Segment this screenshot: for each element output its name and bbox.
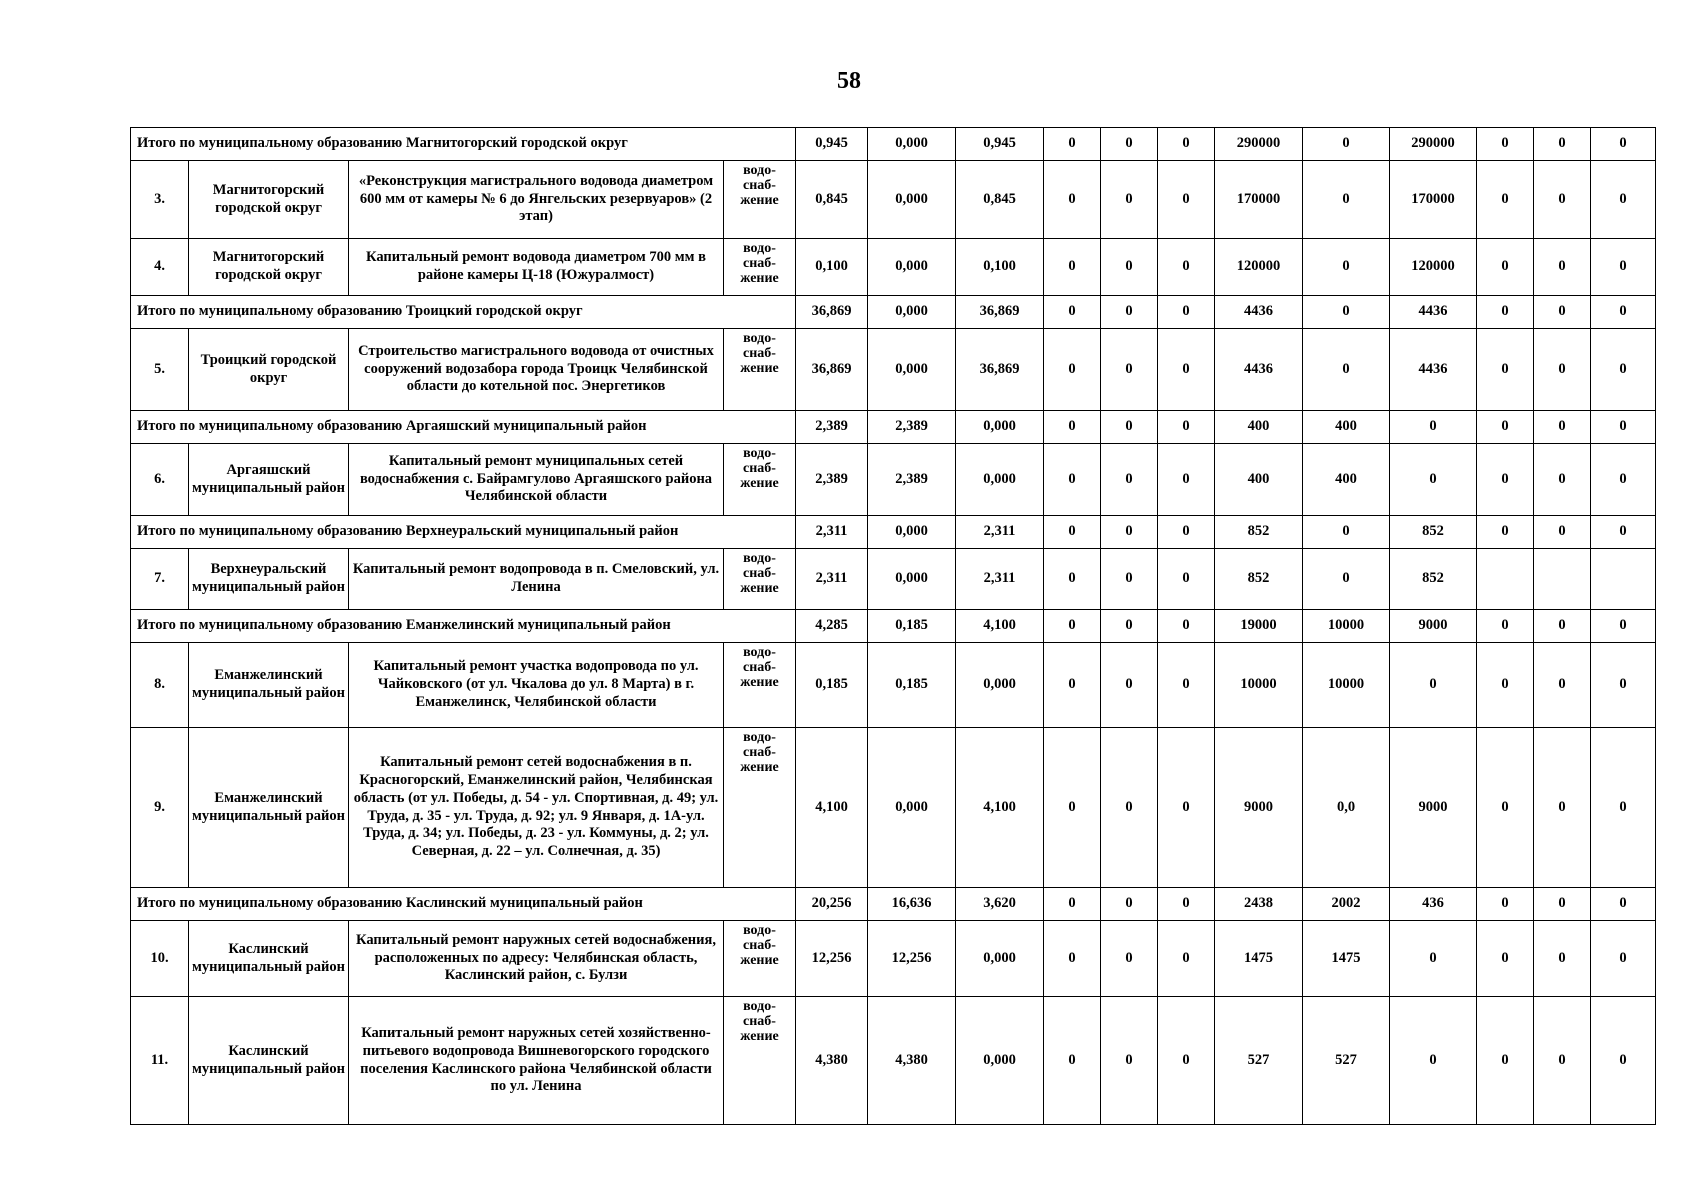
row-number: 3.: [131, 161, 189, 239]
value-cell: 4,380: [868, 997, 956, 1125]
description-cell: Капитальный ремонт муниципальных сетей водоснабжения с. Байрамгулово Аргаяшского района Челябинской области: [349, 444, 724, 516]
total-label: Итого по муниципальному образованию Троицкий городской округ: [131, 296, 796, 329]
total-value: 4436: [1215, 296, 1303, 329]
total-value: 0: [1534, 610, 1591, 643]
value-cell: 0: [1158, 728, 1215, 888]
total-value: 0: [1044, 128, 1101, 161]
value-cell: 1475: [1215, 921, 1303, 997]
total-value: 4,100: [956, 610, 1044, 643]
value-cell: 0: [1044, 643, 1101, 728]
total-value: 290000: [1215, 128, 1303, 161]
total-value: 0: [1158, 610, 1215, 643]
row-number: 10.: [131, 921, 189, 997]
value-cell: 0: [1591, 643, 1656, 728]
value-cell: 0,845: [796, 161, 868, 239]
investment-table: [130, 127, 1656, 1125]
total-value: 0: [1158, 128, 1215, 161]
value-cell: 0: [1101, 921, 1158, 997]
total-value: 852: [1390, 516, 1477, 549]
value-cell: 170000: [1390, 161, 1477, 239]
total-value: 0: [1158, 888, 1215, 921]
table-row: [131, 728, 1656, 888]
row-number: 7.: [131, 549, 189, 610]
value-cell: 0: [1591, 444, 1656, 516]
row-number: 4.: [131, 239, 189, 296]
total-row: [131, 610, 1656, 643]
total-value: 0: [1591, 128, 1656, 161]
total-value: 2,389: [796, 411, 868, 444]
value-cell: 0: [1044, 161, 1101, 239]
value-cell: 4,380: [796, 997, 868, 1125]
total-value: 36,869: [796, 296, 868, 329]
value-cell: 0: [1390, 643, 1477, 728]
value-cell: 1475: [1303, 921, 1390, 997]
value-cell: 12,256: [796, 921, 868, 997]
total-value: 0: [1303, 128, 1390, 161]
value-cell: 0: [1303, 239, 1390, 296]
value-cell: 4,100: [796, 728, 868, 888]
total-value: 0: [1477, 516, 1534, 549]
supply-type-cell: водо-снаб-жение: [724, 329, 796, 411]
total-value: 0,945: [796, 128, 868, 161]
total-label: Итого по муниципальному образованию Каслинский муниципальный район: [131, 888, 796, 921]
total-value: 2438: [1215, 888, 1303, 921]
value-cell: 0: [1534, 728, 1591, 888]
total-value: 0: [1044, 516, 1101, 549]
total-value: 0: [1591, 296, 1656, 329]
total-row: [131, 296, 1656, 329]
table-row: [131, 239, 1656, 296]
value-cell: 0: [1101, 329, 1158, 411]
total-value: 0: [1534, 516, 1591, 549]
value-cell: 0: [1158, 997, 1215, 1125]
value-cell: 0,000: [868, 329, 956, 411]
total-value: 0: [1101, 888, 1158, 921]
value-cell: 527: [1215, 997, 1303, 1125]
value-cell: 4436: [1390, 329, 1477, 411]
total-label: Итого по муниципальному образованию Аргаяшский муниципальный район: [131, 411, 796, 444]
supply-type-cell: водо-снаб-жение: [724, 728, 796, 888]
municipality-cell: Магнитогорский городской округ: [189, 239, 349, 296]
value-cell: 0: [1591, 728, 1656, 888]
description-cell: Строительство магистрального водовода от очистных сооружений водозабора города Троицк Челябинской области до котельной пос. Энергетиков: [349, 329, 724, 411]
value-cell: 0: [1158, 329, 1215, 411]
total-label: Итого по муниципальному образованию Верхнеуральский муниципальный район: [131, 516, 796, 549]
total-value: 0: [1044, 296, 1101, 329]
total-value: 852: [1215, 516, 1303, 549]
value-cell: 0: [1477, 728, 1534, 888]
value-cell: 12,256: [868, 921, 956, 997]
total-value: 0: [1534, 411, 1591, 444]
value-cell: 0,100: [956, 239, 1044, 296]
total-value: 0: [1303, 296, 1390, 329]
value-cell: 400: [1215, 444, 1303, 516]
value-cell: 0,185: [868, 643, 956, 728]
value-cell: 120000: [1215, 239, 1303, 296]
municipality-cell: Верхнеуральский муниципальный район: [189, 549, 349, 610]
value-cell: 36,869: [956, 329, 1044, 411]
supply-type-cell: водо-снаб-жение: [724, 239, 796, 296]
value-cell: 0: [1158, 921, 1215, 997]
total-value: 2002: [1303, 888, 1390, 921]
value-cell: 0: [1101, 997, 1158, 1125]
total-value: 290000: [1390, 128, 1477, 161]
total-value: 0: [1044, 888, 1101, 921]
total-row: [131, 888, 1656, 921]
value-cell: 0: [1101, 728, 1158, 888]
value-cell: 0: [1534, 329, 1591, 411]
value-cell: 2,389: [868, 444, 956, 516]
value-cell: 0,000: [868, 239, 956, 296]
value-cell: 0: [1534, 997, 1591, 1125]
total-value: 400: [1303, 411, 1390, 444]
supply-type-cell: водо-снаб-жение: [724, 921, 796, 997]
value-cell: 0,000: [956, 921, 1044, 997]
value-cell: 0: [1044, 444, 1101, 516]
total-value: 0: [1591, 888, 1656, 921]
value-cell: 36,869: [796, 329, 868, 411]
total-value: 20,256: [796, 888, 868, 921]
municipality-cell: Каслинский муниципальный район: [189, 997, 349, 1125]
value-cell: 0: [1477, 239, 1534, 296]
value-cell: 527: [1303, 997, 1390, 1125]
value-cell: 0: [1390, 997, 1477, 1125]
row-number: 8.: [131, 643, 189, 728]
total-value: 9000: [1390, 610, 1477, 643]
value-cell: 0,0: [1303, 728, 1390, 888]
supply-type-cell: водо-снаб-жение: [724, 997, 796, 1125]
value-cell: 0: [1044, 549, 1101, 610]
value-cell: 9000: [1390, 728, 1477, 888]
total-row: [131, 128, 1656, 161]
description-cell: Капитальный ремонт сетей водоснабжения в п. Красногорский, Еманжелинский район, Челябинская область (от ул. Победы, д. 54 - ул. Спортивная, д. 49; ул. Труда, д. 35 - ул. Труда, д. 92; ул. 9 Января, д. 1А-ул. Труда, д. 34; ул. Победы, д. 23 - ул. Коммуны, д. 2; ул. Северная, д. 22 – ул. Солнечная, д. 35): [349, 728, 724, 888]
total-value: 0: [1477, 128, 1534, 161]
value-cell: 0: [1303, 549, 1390, 610]
value-cell: 4436: [1215, 329, 1303, 411]
total-value: 0: [1101, 296, 1158, 329]
total-value: 0: [1158, 296, 1215, 329]
value-cell: 0: [1101, 161, 1158, 239]
total-value: 436: [1390, 888, 1477, 921]
value-cell: [1477, 549, 1534, 610]
total-value: 0: [1158, 516, 1215, 549]
value-cell: 0: [1101, 643, 1158, 728]
value-cell: 0: [1591, 329, 1656, 411]
municipality-cell: Аргаяшский муниципальный район: [189, 444, 349, 516]
value-cell: 0: [1158, 239, 1215, 296]
total-label: Итого по муниципальному образованию Еманжелинский муниципальный район: [131, 610, 796, 643]
total-value: 2,389: [868, 411, 956, 444]
total-value: 0: [1101, 411, 1158, 444]
value-cell: 170000: [1215, 161, 1303, 239]
total-value: 36,869: [956, 296, 1044, 329]
value-cell: 0: [1390, 921, 1477, 997]
value-cell: 0: [1158, 549, 1215, 610]
total-value: 0: [1534, 296, 1591, 329]
total-value: 0: [1591, 411, 1656, 444]
value-cell: 0: [1591, 239, 1656, 296]
table-row: [131, 329, 1656, 411]
value-cell: 0,000: [868, 728, 956, 888]
value-cell: 852: [1390, 549, 1477, 610]
value-cell: 0: [1534, 239, 1591, 296]
description-cell: Капитальный ремонт водовода диаметром 700 мм в районе камеры Ц-18 (Южуралмост): [349, 239, 724, 296]
value-cell: 852: [1215, 549, 1303, 610]
total-value: 0,945: [956, 128, 1044, 161]
total-value: 0: [1044, 610, 1101, 643]
total-value: 0: [1477, 296, 1534, 329]
value-cell: 10000: [1215, 643, 1303, 728]
description-cell: «Реконструкция магистрального водовода диаметром 600 мм от камеры № 6 до Янгельских резервуаров» (2 этап): [349, 161, 724, 239]
total-value: 0: [1044, 411, 1101, 444]
total-value: 4,285: [796, 610, 868, 643]
total-value: 0: [1390, 411, 1477, 444]
value-cell: 120000: [1390, 239, 1477, 296]
municipality-cell: Магнитогорский городской округ: [189, 161, 349, 239]
value-cell: 0: [1101, 549, 1158, 610]
value-cell: 0: [1044, 239, 1101, 296]
value-cell: 0: [1477, 643, 1534, 728]
value-cell: 0: [1390, 444, 1477, 516]
total-value: 0: [1591, 516, 1656, 549]
value-cell: 0: [1534, 643, 1591, 728]
row-number: 11.: [131, 997, 189, 1125]
supply-type-cell: водо-снаб-жение: [724, 444, 796, 516]
value-cell: 0: [1303, 161, 1390, 239]
total-value: 0: [1591, 610, 1656, 643]
value-cell: 4,100: [956, 728, 1044, 888]
table-row: [131, 997, 1656, 1125]
total-value: 0: [1101, 516, 1158, 549]
total-value: 4436: [1390, 296, 1477, 329]
description-cell: Капитальный ремонт наружных сетей водоснабжения, расположенных по адресу: Челябинская область, Каслинский район, с. Булзи: [349, 921, 724, 997]
value-cell: 0: [1477, 921, 1534, 997]
value-cell: 0: [1477, 329, 1534, 411]
total-value: 0: [1158, 411, 1215, 444]
value-cell: 0: [1477, 161, 1534, 239]
row-number: 6.: [131, 444, 189, 516]
total-value: 0: [1477, 610, 1534, 643]
value-cell: 0: [1534, 444, 1591, 516]
total-value: 3,620: [956, 888, 1044, 921]
value-cell: 2,389: [796, 444, 868, 516]
value-cell: 0: [1534, 161, 1591, 239]
total-value: 0: [1101, 610, 1158, 643]
municipality-cell: Еманжелинский муниципальный район: [189, 643, 349, 728]
total-value: 0: [1101, 128, 1158, 161]
table-row: [131, 444, 1656, 516]
value-cell: 0,845: [956, 161, 1044, 239]
total-value: 2,311: [956, 516, 1044, 549]
value-cell: 0,000: [956, 444, 1044, 516]
value-cell: 10000: [1303, 643, 1390, 728]
total-value: 10000: [1303, 610, 1390, 643]
value-cell: 0: [1044, 921, 1101, 997]
total-value: 0: [1477, 888, 1534, 921]
value-cell: 0,000: [868, 161, 956, 239]
value-cell: 0: [1158, 444, 1215, 516]
value-cell: 0: [1591, 997, 1656, 1125]
table-row: [131, 161, 1656, 239]
total-value: 0: [1534, 128, 1591, 161]
value-cell: 0: [1303, 329, 1390, 411]
total-value: 0,000: [868, 516, 956, 549]
description-cell: Капитальный ремонт водопровода в п. Смеловский, ул. Ленина: [349, 549, 724, 610]
municipality-cell: Каслинский муниципальный район: [189, 921, 349, 997]
value-cell: 0: [1591, 161, 1656, 239]
value-cell: 0: [1101, 239, 1158, 296]
supply-type-cell: водо-снаб-жение: [724, 643, 796, 728]
municipality-cell: Троицкий городской округ: [189, 329, 349, 411]
value-cell: [1534, 549, 1591, 610]
value-cell: 0: [1158, 161, 1215, 239]
total-value: 0: [1303, 516, 1390, 549]
value-cell: 0: [1158, 643, 1215, 728]
value-cell: 0,000: [956, 997, 1044, 1125]
value-cell: 0: [1591, 921, 1656, 997]
total-value: 16,636: [868, 888, 956, 921]
total-label: Итого по муниципальному образованию Магнитогорский городской округ: [131, 128, 796, 161]
total-value: 2,311: [796, 516, 868, 549]
value-cell: [1591, 549, 1656, 610]
supply-type-cell: водо-снаб-жение: [724, 549, 796, 610]
value-cell: 0,185: [796, 643, 868, 728]
value-cell: 0: [1044, 728, 1101, 888]
value-cell: 400: [1303, 444, 1390, 516]
value-cell: 0: [1477, 444, 1534, 516]
row-number: 5.: [131, 329, 189, 411]
total-value: 0,185: [868, 610, 956, 643]
value-cell: 0: [1044, 329, 1101, 411]
value-cell: 2,311: [796, 549, 868, 610]
value-cell: 0: [1044, 997, 1101, 1125]
table-row: [131, 549, 1656, 610]
total-value: 0: [1534, 888, 1591, 921]
total-value: 0,000: [868, 296, 956, 329]
value-cell: 0: [1534, 921, 1591, 997]
value-cell: 0: [1101, 444, 1158, 516]
total-value: 0,000: [868, 128, 956, 161]
value-cell: 0,100: [796, 239, 868, 296]
total-value: 0: [1477, 411, 1534, 444]
value-cell: 9000: [1215, 728, 1303, 888]
row-number: 9.: [131, 728, 189, 888]
municipality-cell: Еманжелинский муниципальный район: [189, 728, 349, 888]
table-row: [131, 921, 1656, 997]
total-value: 400: [1215, 411, 1303, 444]
supply-type-cell: водо-снаб-жение: [724, 161, 796, 239]
value-cell: 2,311: [956, 549, 1044, 610]
total-value: 19000: [1215, 610, 1303, 643]
page-number: 58: [837, 68, 861, 94]
total-row: [131, 411, 1656, 444]
description-cell: Капитальный ремонт участка водопровода по ул. Чайковского (от ул. Чкалова до ул. 8 Марта) в г. Еманжелинск, Челябинской области: [349, 643, 724, 728]
value-cell: 0,000: [868, 549, 956, 610]
total-value: 0,000: [956, 411, 1044, 444]
table-row: [131, 643, 1656, 728]
description-cell: Капитальный ремонт наружных сетей хозяйственно-питьевого водопровода Вишневогорского городского поселения Каслинского района Челябинской области по ул. Ленина: [349, 997, 724, 1125]
value-cell: 0,000: [956, 643, 1044, 728]
total-row: [131, 516, 1656, 549]
value-cell: 0: [1477, 997, 1534, 1125]
